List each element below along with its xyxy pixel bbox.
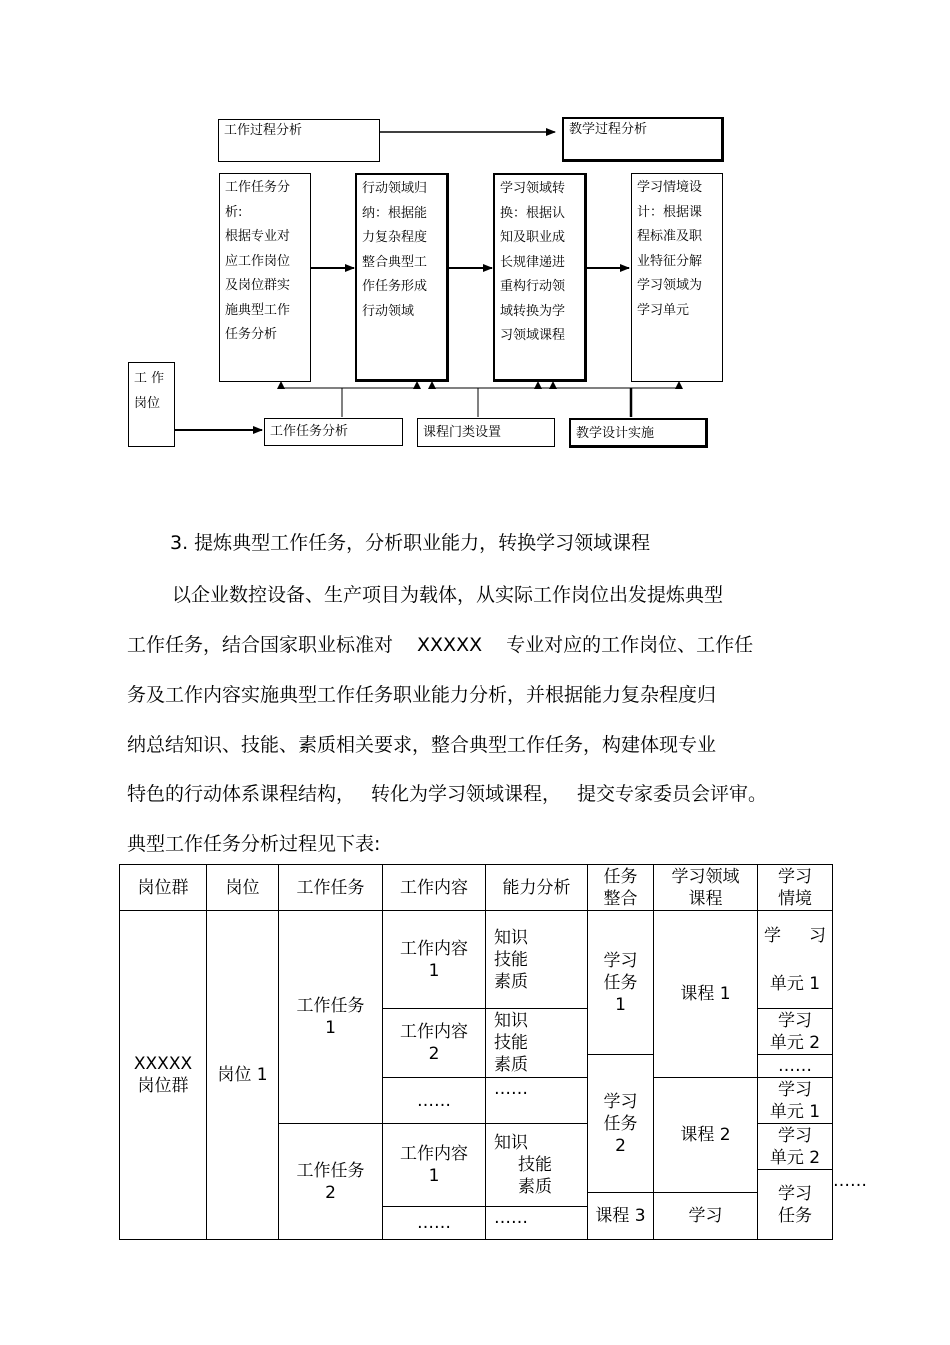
learn-task-line: 任务 xyxy=(778,1205,812,1226)
header-integrate-line: 整合 xyxy=(603,888,638,909)
content-more2-cell: …… xyxy=(383,1207,486,1240)
triangle-marker xyxy=(413,381,421,389)
paragraph-fragment: 转化为学习领域课程， xyxy=(371,783,562,805)
ability-line: 知识 xyxy=(494,927,528,948)
situation2-cell xyxy=(758,1009,833,1055)
box4-line: 业特征分解 xyxy=(637,253,703,269)
box1-line: 施典型工作 xyxy=(225,302,291,318)
box1-line: 应工作岗位 xyxy=(225,253,291,269)
triangle-marker xyxy=(675,381,683,389)
header-field xyxy=(654,865,758,911)
post-cell: 岗位 1 xyxy=(207,911,279,1240)
learn-task3-cell xyxy=(758,1170,833,1240)
learn-task2-cell xyxy=(588,1055,654,1193)
header-situation xyxy=(758,865,833,911)
header-content: 工作内容 xyxy=(383,865,486,911)
task-line: 工作任务 xyxy=(296,1160,365,1181)
situation-line: 学 xyxy=(764,925,781,946)
content-more-cell: …… xyxy=(383,1078,486,1124)
situation-line: 单元 1 xyxy=(769,1101,821,1122)
ability-line: 技能 xyxy=(494,1033,528,1053)
header-task: 工作任务 xyxy=(279,865,383,911)
box3-line: 重构行动领 xyxy=(500,279,566,294)
learning-situation-box xyxy=(631,173,723,382)
major-placeholder: XXXXX xyxy=(417,634,483,656)
box2-line: 行动领域归 xyxy=(362,181,428,196)
ability-more-cell: …… xyxy=(486,1078,588,1124)
ability-line: 知识 xyxy=(494,1011,528,1031)
task-analysis-box xyxy=(219,173,311,382)
paragraph-line xyxy=(127,630,753,657)
content-line: 1 xyxy=(428,1166,440,1186)
post-line: 岗位 xyxy=(134,395,161,411)
situation-line: 学习 xyxy=(778,1010,812,1031)
design-implementation-label: 教学设计实施 xyxy=(576,426,655,441)
box4-line: 学习单元 xyxy=(637,302,690,318)
ability3-cell xyxy=(486,1124,588,1207)
box3-line: 知及职业成 xyxy=(500,230,566,245)
course2-cell: 课程 2 xyxy=(654,1078,758,1193)
box4-line: 程标准及职 xyxy=(637,229,703,244)
group-cell xyxy=(120,911,207,1240)
group-line: XXXXX xyxy=(133,1054,193,1074)
ability-line: 素质 xyxy=(494,1055,528,1075)
section-heading: 3. 提炼典型工作任务，分析职业能力，转换学习领域课程 xyxy=(170,532,651,554)
situation-more-cell: …… xyxy=(758,1055,833,1078)
box4-line: 学习情境设 xyxy=(637,180,703,195)
header-integrate xyxy=(588,865,654,911)
box1-line: 及岗位群实 xyxy=(225,278,291,293)
box2-line: 纳：根据能 xyxy=(362,205,428,221)
learn-task1-cell xyxy=(588,911,654,1055)
box3-line: 习领域课程 xyxy=(500,328,566,343)
triangle-marker xyxy=(534,381,542,389)
paragraph-fragment: 特色的行动体系课程结构， xyxy=(127,783,356,805)
ability-more2-cell: …… xyxy=(486,1207,588,1240)
situation1-cell xyxy=(758,911,833,1009)
work-post-box xyxy=(128,362,175,447)
triangle-marker xyxy=(428,381,436,389)
situation5-cell: 学习 xyxy=(654,1193,758,1240)
box3-line: 学习领域转 xyxy=(500,181,566,196)
learn-task-line: 任务 xyxy=(603,1113,638,1134)
learn-task-line: 任务 xyxy=(603,972,638,993)
learning-field-box xyxy=(493,173,587,382)
box1-line: 工作任务分 xyxy=(225,180,291,195)
group-line: 岗位群 xyxy=(137,1076,189,1096)
header-post: 岗位 xyxy=(207,865,279,911)
situation-line: 单元 1 xyxy=(769,973,821,994)
ability-line: 素质 xyxy=(518,1177,552,1197)
content-line: 1 xyxy=(428,960,440,981)
course3-cell: 课程 3 xyxy=(588,1193,654,1240)
teaching-process-label: 教学过程分析 xyxy=(569,122,648,137)
triangle-marker xyxy=(277,381,285,389)
situation-line: 学习 xyxy=(778,1125,812,1146)
box3-line: 换：根据认 xyxy=(500,205,566,221)
header-field-line: 学习领域 xyxy=(671,866,740,887)
task-analysis-table: 岗位群 岗位 工作任务 工作内容 能力分析 任务 整合 学习领域 课程 学习 情境 XXXXX 岗位群 岗位 1 工作任务 1 工作内容 1 知识 技能 素质 学习 任务 1 课程 1 学 习 单元 1 工作内容 2 知识 技能 素质 学习 单元 2 学习 任务 2 …… …… …… 课程 2 学习 单元 1 工作任务 2 工作内容 1 知识 技能 素质 学习 单元 2 学习 任务 …… 课程 3 学习 …… …… xyxy=(119,864,833,1240)
triangle-marker xyxy=(549,381,557,389)
content-line: 工作内容 xyxy=(400,1022,468,1042)
content3-cell xyxy=(383,1124,486,1207)
ability1-cell xyxy=(486,911,588,1009)
box2-line: 力复杂程度 xyxy=(362,230,428,245)
learn-task-line: 学习 xyxy=(603,1091,638,1112)
course-setup-box xyxy=(417,418,555,447)
action-field-box xyxy=(355,173,449,382)
ability-line: 知识 xyxy=(494,1133,528,1153)
box3-line: 长规律递进 xyxy=(500,254,566,270)
box2-line: 行动领域 xyxy=(362,303,415,319)
task-line: 2 xyxy=(325,1182,336,1203)
box1-line: 根据专业对 xyxy=(225,229,291,244)
paragraph-line xyxy=(127,779,767,806)
learn-task-line: 学习 xyxy=(603,950,638,971)
box4-line: 学习领域为 xyxy=(637,278,703,293)
content-line: 2 xyxy=(428,1044,440,1064)
task-line: 工作任务 xyxy=(296,996,365,1016)
paragraph-fragment: 专业对应的工作岗位、工作任 xyxy=(506,634,754,656)
box4-line: 计：根据课 xyxy=(637,204,703,220)
header-situation-line: 学习 xyxy=(778,866,812,887)
paragraph-line: 以企业数控设备、生产项目为载体，从实际工作岗位出发提炼典型 xyxy=(172,584,724,606)
learn-task-line: 学习 xyxy=(778,1183,812,1204)
box2-line: 作任务形成 xyxy=(362,279,428,294)
situation-line: 单元 2 xyxy=(769,1147,821,1168)
header-group: 岗位群 xyxy=(120,865,207,911)
situation-line: 单元 2 xyxy=(769,1032,821,1053)
content-line: 工作内容 xyxy=(400,1144,468,1164)
paragraph-fragment: 工作任务，结合国家职业标准对 xyxy=(127,634,394,656)
situation3-cell xyxy=(758,1078,833,1124)
course-setup-label: 课程门类设置 xyxy=(423,425,502,440)
box2-line: 整合典型工 xyxy=(362,254,428,270)
header-situation-line: 情境 xyxy=(778,888,812,909)
ability-line: 技能 xyxy=(518,1155,552,1175)
situation-line: 习 xyxy=(809,925,826,946)
content2-cell xyxy=(383,1009,486,1078)
box1-line: 任务分析 xyxy=(225,327,278,342)
situation4-cell xyxy=(758,1124,833,1170)
table-caption: 典型工作任务分析过程见下表: xyxy=(127,833,381,855)
paragraph-fragment: 提交专家委员会评审。 xyxy=(577,783,768,805)
paragraph-line: 纳总结知识、技能、素质相关要求，整合典型工作任务，构建体现专业 xyxy=(127,734,717,756)
header-integrate-line: 任务 xyxy=(603,866,638,887)
task-analysis-label: 工作任务分析 xyxy=(270,424,349,439)
task-analysis-bottom-box xyxy=(264,418,403,446)
content-line: 工作内容 xyxy=(400,938,468,959)
header-ability: 能力分析 xyxy=(486,865,588,911)
box1-line: 析: xyxy=(225,204,243,220)
header-field-line: 课程 xyxy=(688,888,723,909)
content1-cell xyxy=(383,911,486,1009)
ability2-cell xyxy=(486,1009,588,1078)
situation-line: 学习 xyxy=(778,1079,812,1100)
design-implementation-box xyxy=(569,418,708,448)
paragraph-line: 务及工作内容实施典型工作任务职业能力分析，并根据能力复杂程度归 xyxy=(127,684,717,706)
post-line: 工 作 xyxy=(134,371,165,386)
ability-line: 技能 xyxy=(494,949,528,970)
work-process-box xyxy=(218,119,380,162)
task1-cell xyxy=(279,911,383,1124)
ability-line: 素质 xyxy=(494,971,528,992)
task2-cell xyxy=(279,1124,383,1240)
learn-task-line: 2 xyxy=(615,1135,626,1156)
course1-cell: 课程 1 xyxy=(654,911,758,1078)
box3-line: 域转换为学 xyxy=(500,303,566,319)
task-line: 1 xyxy=(325,1018,336,1038)
work-process-label: 工作过程分析 xyxy=(224,123,303,138)
teaching-process-box xyxy=(562,117,724,162)
learn-task-line: 1 xyxy=(615,994,626,1015)
